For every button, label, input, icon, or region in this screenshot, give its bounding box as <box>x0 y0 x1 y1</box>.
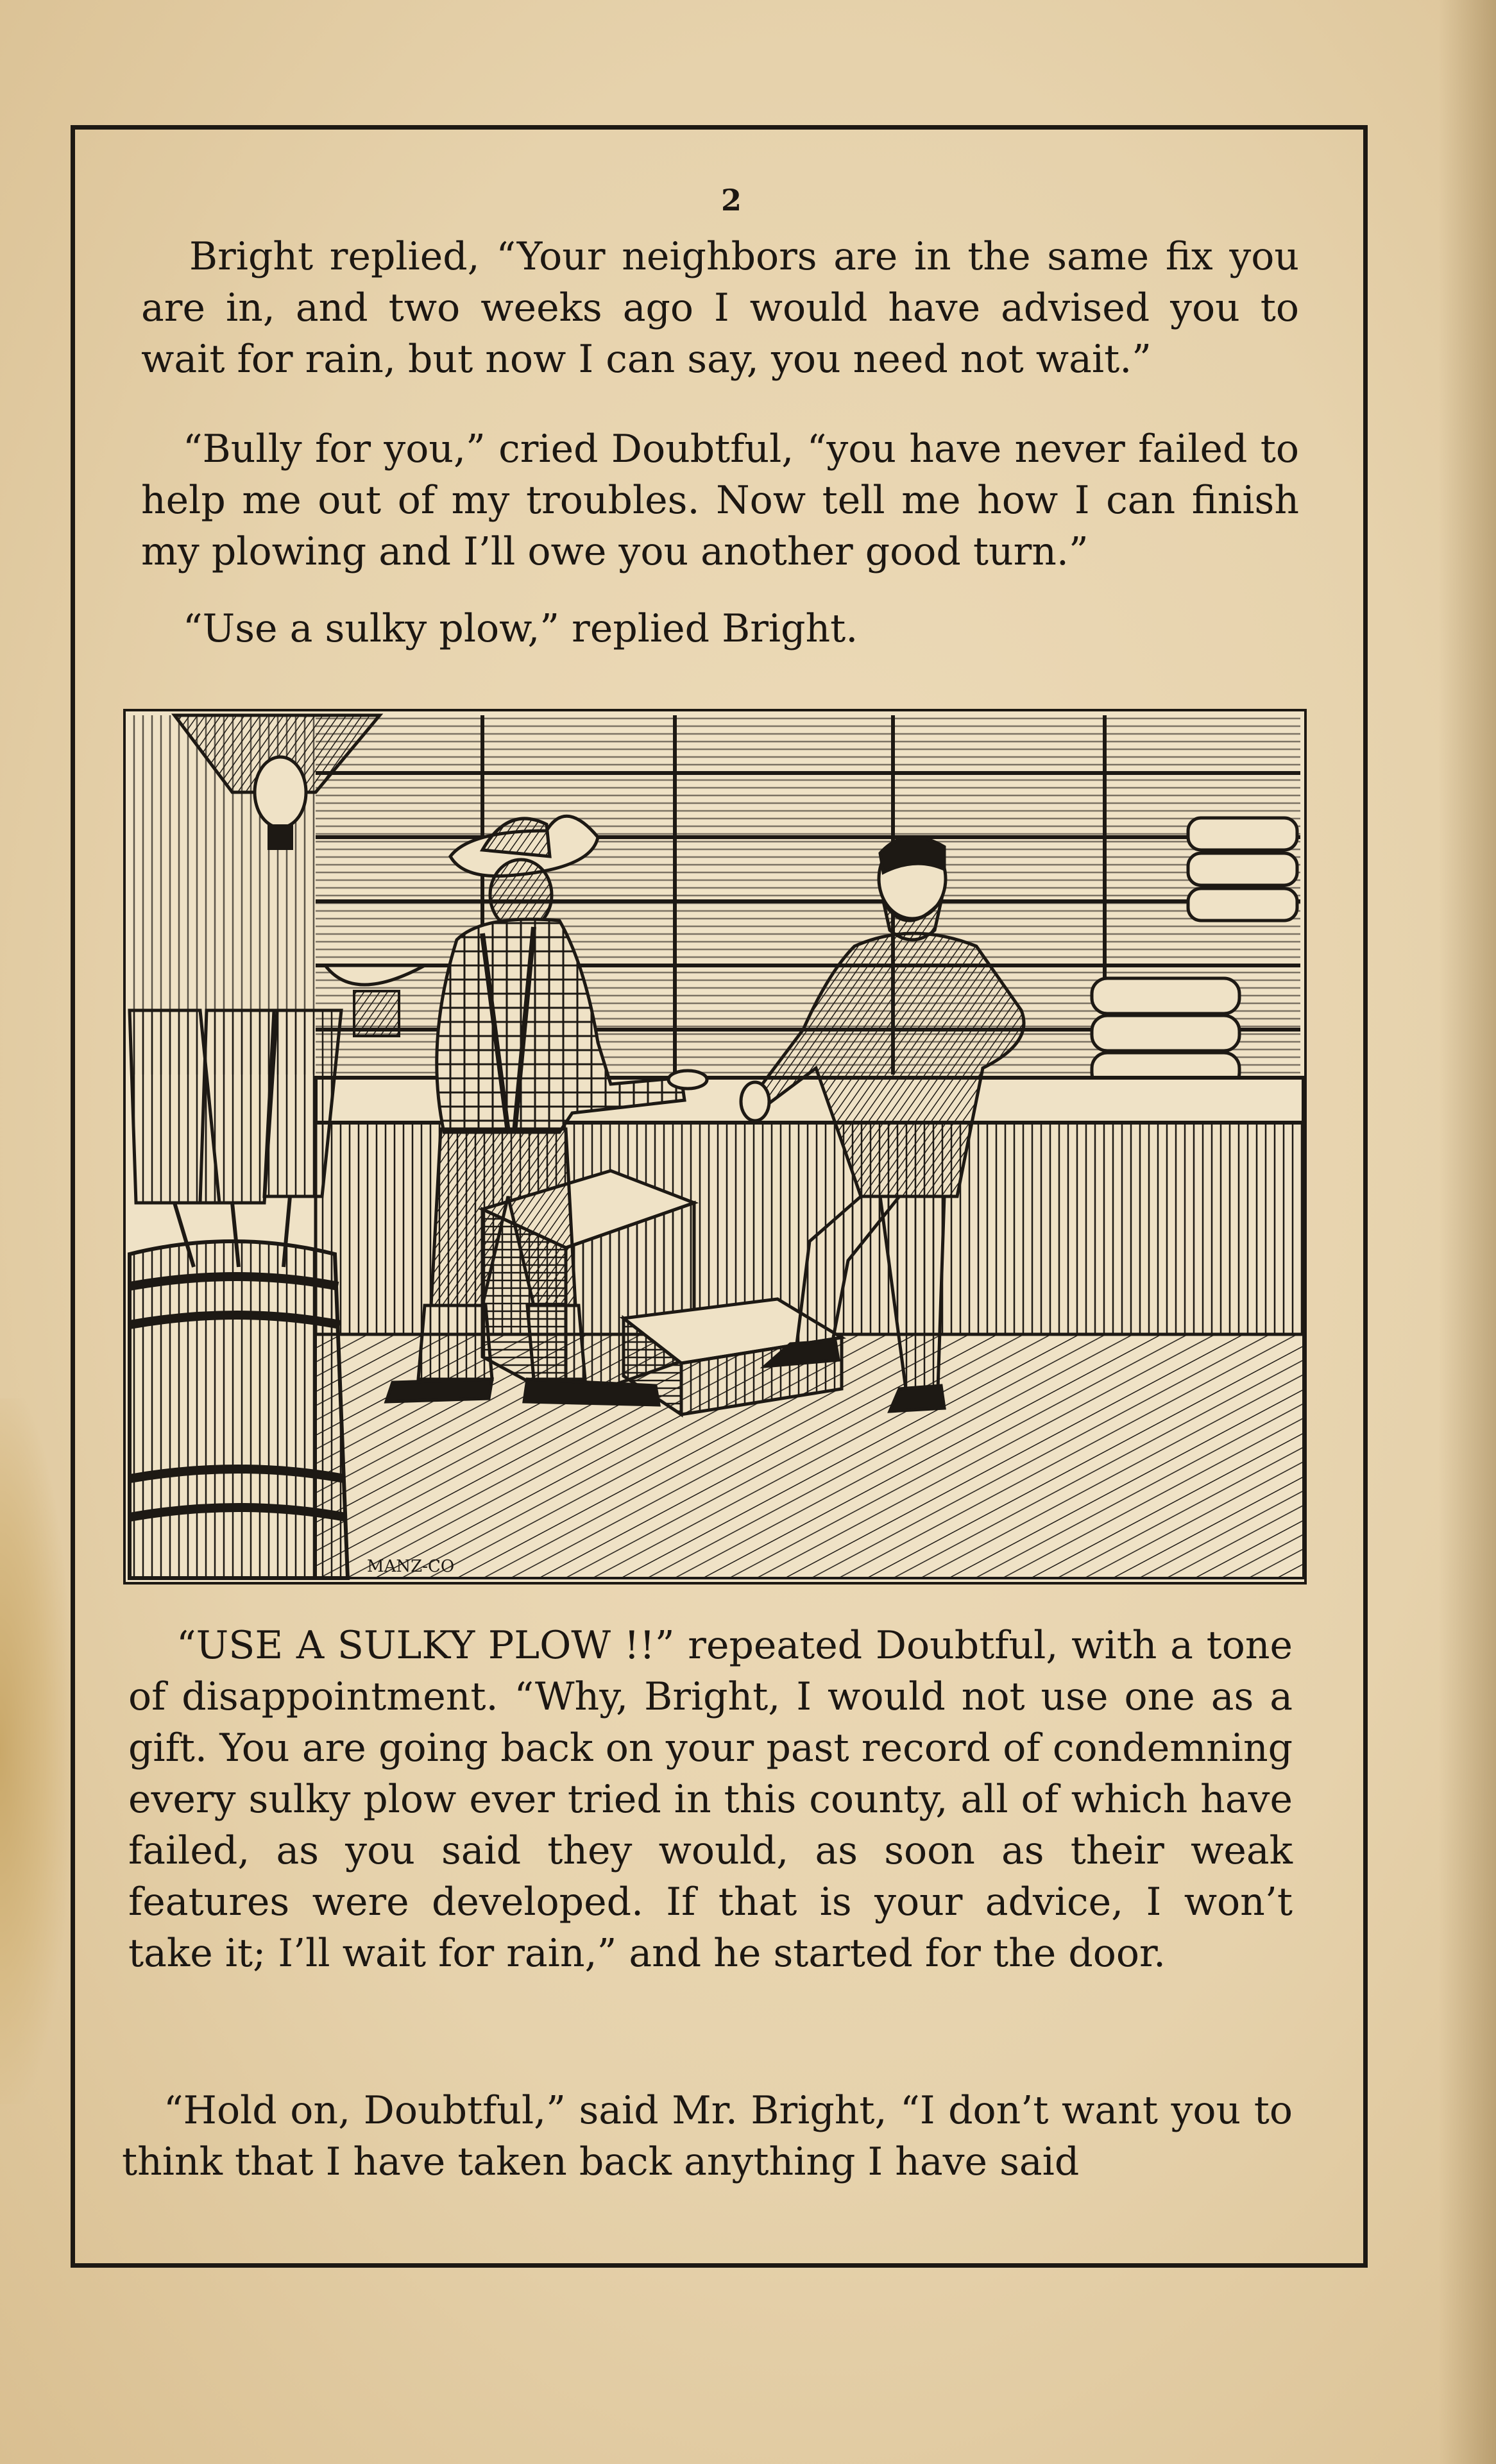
water-stain <box>0 1398 71 2104</box>
paragraph-1: Bright replied, “Your neighbors are in the same fix you are in, and two weeks ago I would have advised you to wait for rain, but now I can say, you need not wait.” <box>141 234 1299 382</box>
paragraph-3: “Use a sulky plow,” replied Bright. <box>183 606 858 651</box>
store-illustration <box>123 709 1307 1585</box>
paragraph-4: “USE A SULKY PLOW !!” repeated Doubtful, with a tone of disappointment. “Why, Bright, I would not use one as a gift. You are going back on your past record of condemning every sulky plow ever tried in this county, all of which have failed, as you said they would, as soon as their weak features were developed. If that is your advice, I won’t take it; I’ll wait for rain,” and he started for the door. <box>128 1623 1293 1976</box>
page-number: 2 <box>720 183 742 217</box>
paragraph-5: “Hold on, Doubtful,” said Mr. Bright, “I don’t want you to think that I have taken back anything I have said <box>122 2088 1293 2184</box>
engraver-signature: MANZ-CO <box>367 1557 455 1576</box>
paragraph-2: “Bully for you,” cried Doubtful, “you have never failed to help me out of my troubles. Now tell me how I can finish my plowing and I’ll owe you another good turn.” <box>141 427 1299 574</box>
page-edge-shadow <box>1438 0 1496 2464</box>
